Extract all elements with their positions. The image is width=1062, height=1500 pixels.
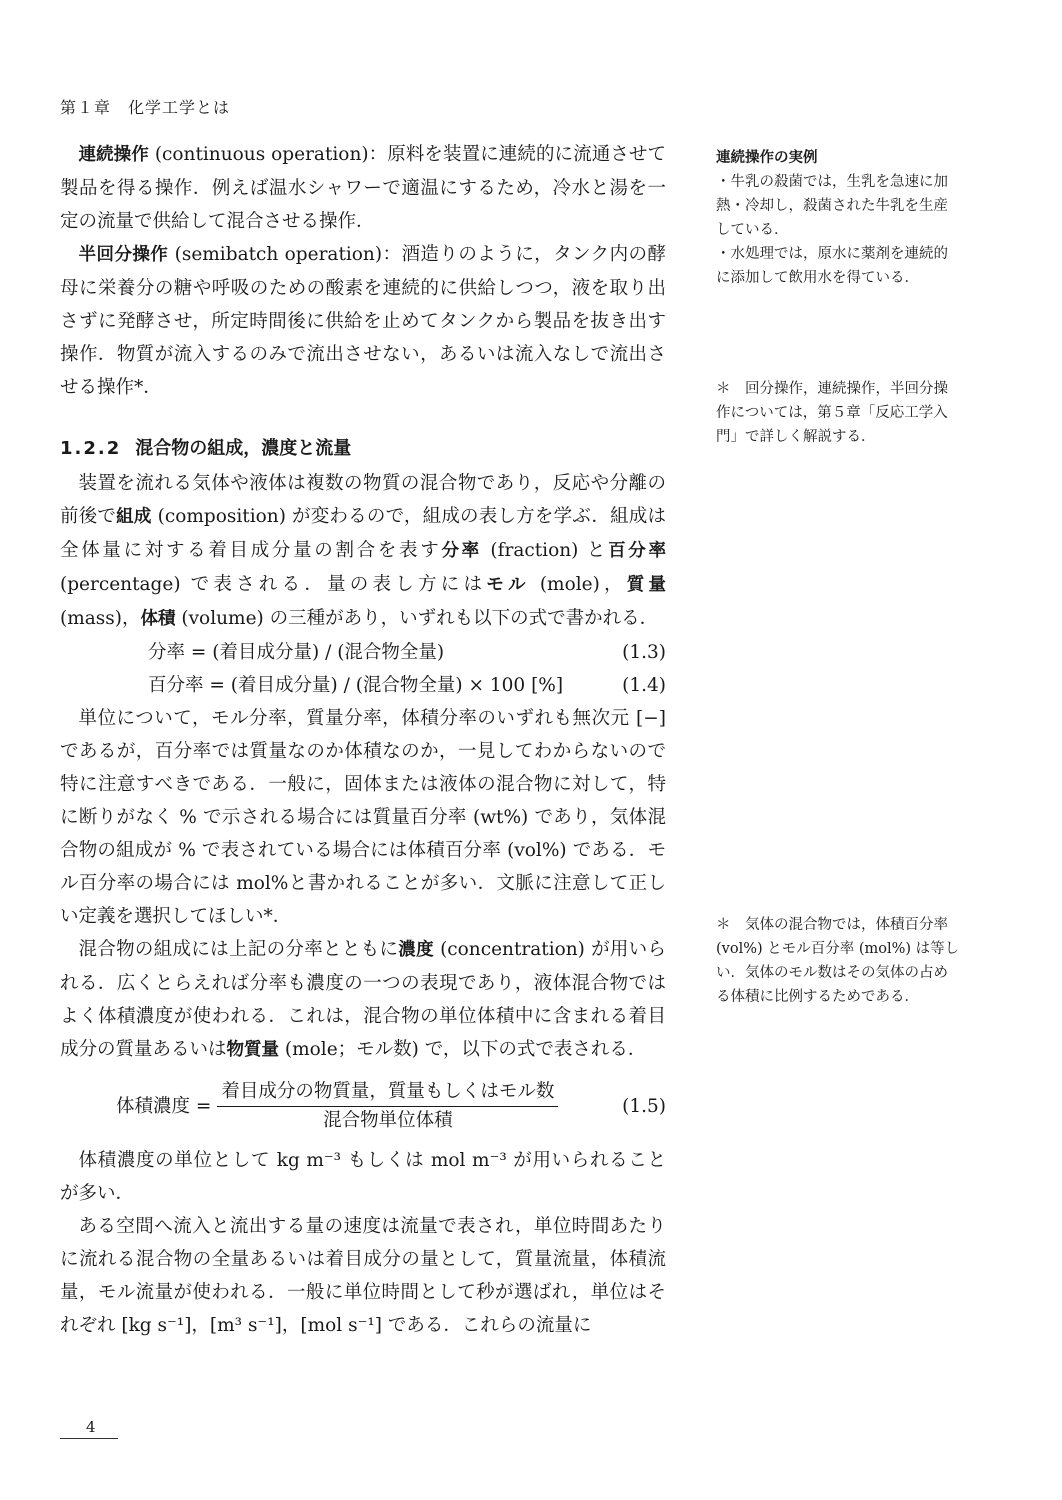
equation-1-4 <box>60 669 666 702</box>
chapter-header: 第１章 化学工学とは <box>60 98 231 117</box>
text-run: (concentration) が用いられる．広くとらえれば分率も濃度の一つの表現であり，液体混合物ではよく体積濃度が使われる．これは，混合物の単位体積中に含まれる着目成分の質量あるいは <box>60 939 666 1060</box>
text-run: (volume) の三種があり，いずれも以下の式で書かれる． <box>181 608 659 629</box>
term-concentration: 濃度 <box>398 940 434 960</box>
sidenote-item: ・牛乳の殺菌では，生乳を急速に加熱・冷却し，殺菌された牛乳を生産している． <box>716 174 948 238</box>
equation-1-3 <box>60 636 666 669</box>
paragraph-continuous-operation <box>60 138 666 238</box>
paragraph-concentration <box>60 933 666 1067</box>
text-run: 混合物の組成には上記の分率とともに <box>78 939 399 960</box>
sidenote-item: ・水処理では，原水に薬剤を連続的に添加して飲用水を得ている． <box>716 246 948 286</box>
text-run: (percentage) で表される．量の表し方には <box>60 574 487 595</box>
equation-body: 百分率 = (着目成分量) / (混合物全量) × 100 [%] <box>148 675 564 696</box>
paragraph-text: (semibatch operation)：酒造りのように，タンク内の酵母に栄養分の糖や呼吸のための酸素を連続的に供給しつつ，液を取り出さずに発酵させ，所定時間後に供給を止めてタンクから製品を抜き出す操作．物質が流入するのみで流出させない，あるいは流入なしで流出させる操作*． <box>60 244 666 398</box>
sidenote-title: 連続操作の実例 <box>716 150 818 166</box>
paragraph-semibatch-operation <box>60 238 666 404</box>
text-run: (fraction) と <box>490 540 609 561</box>
equation-1-5 <box>60 1079 666 1134</box>
fraction-numerator: 着目成分の物質量，質量もしくはモル数 <box>217 1079 558 1107</box>
term-continuous-operation: 連続操作 <box>78 145 149 165</box>
term-mole: モル <box>486 575 530 595</box>
paragraph-composition <box>60 467 666 636</box>
paragraph-text: (continuous operation)：原料を装置に連続的に流通させて製品を得る操作．例えば温水シャワーで適温にするため，冷水と湯を一定の流量で供給して混合させる操作． <box>60 144 666 232</box>
fraction-denominator: 混合物単位体積 <box>323 1110 453 1131</box>
footer-rule <box>60 1438 118 1439</box>
term-volume: 体積 <box>140 609 176 629</box>
page-number: 4 <box>86 1418 96 1436</box>
equation-number: (1.5) <box>622 1096 666 1117</box>
footnote-operations: ＊ 回分操作，連続操作，半回分操作については，第５章「反応工学入門」で詳しく解説する． <box>716 381 948 445</box>
footnote-gas-mixture: ＊ 気体の混合物では，体積百分率 (vol%) とモル百分率 (mol%) は等しい．気体のモル数はその気体の占める体積に比例するためである． <box>716 917 960 1005</box>
sidenote-examples <box>716 146 962 290</box>
section-title: 混合物の組成，濃度と流量 <box>135 438 352 459</box>
text-run: (composition) が変わるので，組成の表し方を学ぶ．組成は全体量に対する着目成分量の割合を表す <box>60 506 666 561</box>
paragraph-concentration-units: 体積濃度の単位として kg m⁻³ もしくは mol m⁻³ が用いられることが多い． <box>60 1150 666 1204</box>
section-number: 1.2.2 <box>60 438 122 459</box>
term-amount-of-substance: 物質量 <box>226 1040 280 1060</box>
term-mass: 質量 <box>626 575 666 595</box>
term-percentage: 百分率 <box>608 541 666 561</box>
section-heading <box>60 432 666 465</box>
text-run: 装置を流れる気体や液体は複数の物質の混合物であり，反応や分離の前後で <box>60 473 666 527</box>
text-run: (mole)， <box>539 574 627 595</box>
paragraph-flow-rate: ある空間へ流入と流出する量の速度は流量で表され，単位時間あたりに流れる混合物の全量あるいは着目成分の量として，質量流量，体積流量，モル流量が使われる．一般に単位時間として秒が選ばれ，単位はそれぞれ [kg s⁻¹]，[m³ s⁻¹]，[mol s⁻¹] である．これらの流量に <box>60 1216 666 1336</box>
fraction <box>217 1079 558 1134</box>
main-text <box>60 138 666 1342</box>
paragraph-units: 単位について，モル分率，質量分率，体積分率のいずれも無次元 [−] であるが，百分率では質量なのか体積なのか，一見してわからないので特に注意すべきである．一般に，固体または液体の混合物に対して，特に断りがなく % で示される場合には質量百分率 (wt%) であり，気体混合物の組成が % で表されている場合には体積百分率 (vol%) である．モル百分率の場合には mol%と書かれることが多い．文脈に注意して正しい定義を選択してほしい*． <box>60 708 666 927</box>
term-fraction: 分率 <box>441 541 482 561</box>
text-run: (mole；モル数) で，以下の式で表される． <box>284 1039 647 1060</box>
equation-lhs: 体積濃度 = <box>116 1096 212 1117</box>
term-semibatch-operation: 半回分操作 <box>78 245 169 265</box>
equation-number: (1.3) <box>622 642 666 663</box>
equation-body: 分率 = (着目成分量) / (混合物全量) <box>148 642 445 663</box>
equation-number: (1.4) <box>622 675 666 696</box>
text-run: (mass)， <box>60 608 141 629</box>
term-composition: 組成 <box>116 507 152 527</box>
